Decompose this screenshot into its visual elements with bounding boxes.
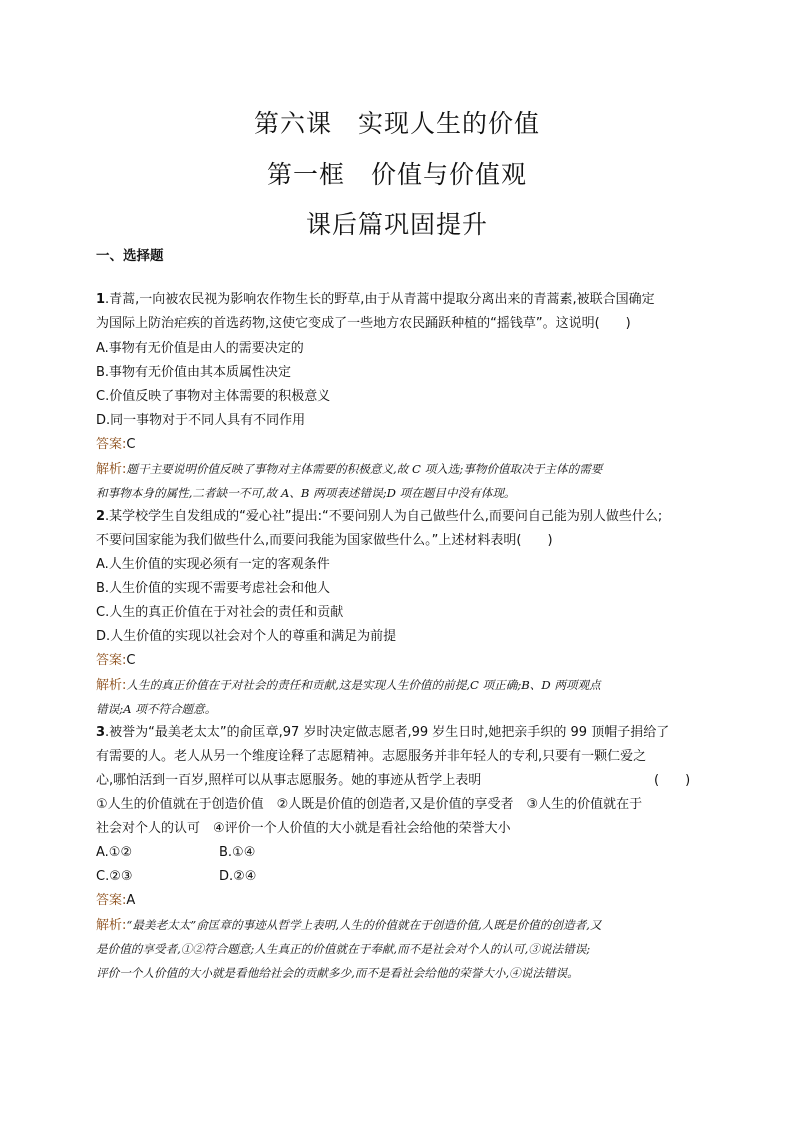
q3-stem-text-1: .被誉为“最美老太太”的俞匡章,97 岁时决定做志愿者,99 岁生日时,她把亲手织的 99 顶帽子捐给了 [105, 725, 670, 740]
q1-explanation-line-2: 和事物本身的属性,二者缺一不可,故 A、B 两项表述错误;D 项在题目中没有体现。 [96, 486, 516, 500]
q3-answer [96, 892, 700, 910]
q3-explanation-line-2: 是价值的享受者,①②符合题意;人生真正的价值就在于奉献,而不是社会对个人的认可,③说法错误; [96, 942, 591, 956]
q1-stem-line-2: 为国际上防治疟疾的首选药物,这使它变成了一些地方农民踊跃种植的“摇钱草”。这说明( ) [96, 316, 631, 331]
q3-answer-parenthesis: ( ) [654, 773, 691, 788]
explanation-label: 解析: [96, 918, 127, 933]
q1-answer [96, 436, 700, 454]
q2-answer [96, 652, 700, 670]
lesson-title: 第六课 实现人生的价值 [253, 109, 540, 138]
q3-statements-line-2: 社会对个人的认可 ④评价一个人价值的大小就是看社会给他的荣誉大小 [96, 821, 511, 836]
q3-explanation-line-3: 评价一个人价值的大小就是看他给社会的贡献多少,而不是看社会给他的荣誉大小,④说法错误。 [96, 966, 579, 980]
q3-statements-line-1: ①人生的价值就在于创造价值 ②人既是价值的创造者,又是价值的享受者 ③人生的价值就在于 [96, 797, 643, 812]
q1-explanation-line-1 [96, 460, 700, 479]
q3-explanation-text-1: “最美老太太”俞匡章的事迹从哲学上表明,人生的价值就在于创造价值,人既是价值的创造者,又 [126, 918, 602, 932]
explanation-label: 解析: [96, 462, 127, 477]
q1-number: 1 [96, 292, 106, 307]
q3-stem-line-1 [96, 724, 700, 742]
q1-option-a: A.事物有无价值是由人的需要决定的 [96, 341, 304, 356]
q1-option-b: B.事物有无价值由其本质属性决定 [96, 365, 292, 380]
q3-answer-value: A [126, 893, 136, 908]
q1-stem-line-1 [96, 291, 700, 309]
q2-answer-value: C [126, 653, 136, 668]
q2-stem-text-1: .某学校学生自发组成的“爱心社”提出:“不要问别人为自己做些什么,而要问自己能为别人做些什么; [105, 509, 663, 524]
q3-option-d: D.②④ [219, 869, 257, 884]
answer-label: 答案: [96, 437, 127, 452]
q1-stem-text-1: .青蒿,一向被农民视为影响农作物生长的野草,由于从青蒿中提取分离出来的青蒿素,被联合国确定 [105, 292, 655, 307]
q2-explanation-text-1: 人生的真正价值在于对社会的责任和贡献,这是实现人生价值的前提,C 项正确;B、D 两项观点 [126, 678, 601, 692]
q2-explanation-line-1 [96, 676, 700, 695]
q1-answer-value: C [126, 437, 136, 452]
q1-explanation-text-1: 题干主要说明价值反映了事物对主体需要的积极意义,故 C 项入选;事物价值取决于主体的需要 [126, 462, 603, 476]
q3-stem-line-2: 有需要的人。老人从另一个维度诠释了志愿精神。志愿服务并非年轻人的专利,只要有一颗仁爱之 [96, 749, 647, 764]
q2-option-a: A.人生价值的实现必须有一定的客观条件 [96, 557, 330, 572]
q1-option-c: C.价值反映了事物对主体需要的积极意义 [96, 389, 331, 404]
q2-stem-line-1 [96, 508, 700, 526]
explanation-label: 解析: [96, 678, 127, 693]
q3-stem-line-3: 心,哪怕活到一百岁,照样可以从事志愿服务。她的事迹从哲学上表明 [96, 773, 482, 788]
subtitle: 课后篇巩固提升 [305, 210, 488, 239]
q3-option-c: C.②③ [96, 869, 133, 884]
q2-explanation-line-2: 错误;A 项不符合题意。 [96, 702, 217, 716]
q2-option-c: C.人生的真正价值在于对社会的责任和贡献 [96, 605, 344, 620]
q2-option-b: B.人生价值的实现不需要考虑社会和他人 [96, 581, 331, 596]
q3-explanation-line-1 [96, 916, 700, 935]
q1-option-d: D.同一事物对于不同人具有不同作用 [96, 413, 306, 428]
q3-option-b: B.①④ [219, 845, 256, 860]
section-title: 第一框 价值与价值观 [266, 160, 527, 189]
answer-label: 答案: [96, 653, 127, 668]
q2-number: 2 [96, 509, 106, 524]
answer-label: 答案: [96, 893, 127, 908]
q2-option-d: D.人生价值的实现以社会对个人的尊重和满足为前提 [96, 629, 397, 644]
q3-number: 3 [96, 725, 106, 740]
part-heading: 一、选择题 [96, 248, 164, 264]
q3-option-a: A.①② [96, 845, 133, 860]
q2-stem-line-2: 不要问国家能为我们做些什么,而要问我能为国家做些什么。”上述材料表明( ) [96, 533, 553, 548]
